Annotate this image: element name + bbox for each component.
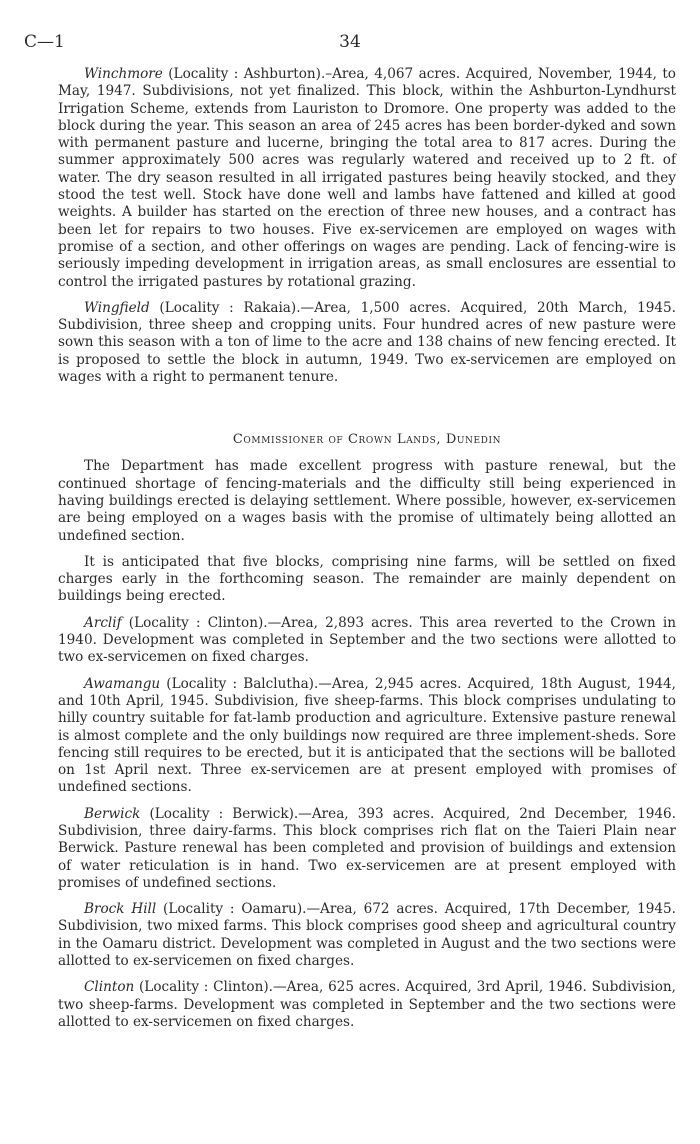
block-entry-berwick — [58, 806, 676, 892]
block-name: Arclif — [84, 614, 122, 631]
block-entry-winchmore — [58, 66, 676, 291]
block-name: Brock Hill — [84, 901, 157, 918]
page-number: 34 — [339, 32, 361, 52]
block-description: (Locality : Ashburton).–Area, 4,067 acres. Acquired, November, 1944, to May, 1947. Subdivisions, not yet finalized. This block, within the Ashburton-Lyndhurst Irrigation Scheme, extends from Lauriston to Dromore. One property was added to the block during the year. This season an area of 245 acres has been border-dyked and sown with permanent pasture and lucerne, bringing the total area to 817 acres. During the summer approximately 500 acres was regularly watered and received up to 2 ft. of water. The dry season resulted in all irrigated pastures being heavily stocked, and they stood the test well. Stock have done well and lambs have fattened and killed at good weights. A builder has started on the erection of three new houses, and a contract has been let for repairs to two houses. Five ex-servicemen are employed on wages with promise of a section, and other offerings on wages are pending. Lack of fencing-wire is seriously impeding development in irrigation areas, as small enclosures are essential to control the irrigated pastures by rotational grazing. — [58, 66, 676, 290]
section-heading: Commissioner of Crown Lands, Dunedin — [232, 432, 502, 448]
block-description: (Locality : Rakaia).—Area, 1,500 acres. Acquired, 20th March, 1945. Subdivision, three sheep and cropping units. Four hundred acres of new pasture were sown this season with a ton of lime to the acre and 138 chains of new fencing erected. It is proposed to settle the block in autumn, 1949. Two ex-servicemen are employed on wages with a right to permanent tenure. — [58, 299, 676, 386]
block-entry-awamangu — [58, 676, 676, 797]
block-name: Clinton — [84, 979, 135, 996]
report-body — [58, 66, 676, 1040]
block-description: (Locality : Balclutha).—Area, 2,945 acres. Acquired, 18th August, 1944, and 10th April, 1945. Subdivision, five sheep-farms. This block comprises undulating to hilly country suitable for fat-lamb production and agriculture. Extensive pasture renewal is almost complete and the only buildings now required are three implement-sheds. Sore fencing still requires to be erected, but it is anticipated that the sections will be balloted on 1st April next. Three ex-servicemen are at present employed with promises of undefined sections. — [58, 675, 676, 796]
block-entry-arclif — [58, 615, 676, 667]
block-description: (Locality : Clinton).—Area, 625 acres. Acquired, 3rd April, 1946. Subdivision, two sheep-farms. Development was completed in September and the two sections were allotted to ex-servicemen on fixed charges. — [58, 979, 676, 1030]
block-description: (Locality : Oamaru).—Area, 672 acres. Acquired, 17th December, 1945. Subdivision, two mixed farms. This block comprises good sheep and agricultural country in the Oamaru district. Development was completed in August and the two sections were allotted to ex-servicemen on fixed charges. — [58, 901, 676, 970]
block-name: Wingfield — [84, 299, 150, 316]
block-name: Berwick — [84, 805, 141, 822]
block-entry-wingfield — [58, 300, 676, 386]
block-description: (Locality : Berwick).—Area, 393 acres. Acquired, 2nd December, 1946. Subdivision, three dairy-farms. This block comprises rich flat on the Taieri Plain near Berwick. Pasture renewal has been completed and provision of buildings and extension of water reticulation is in hand. Two ex-servicemen are at present employed with promises of undefined sections. — [58, 805, 676, 891]
block-entry-brock-hill — [58, 901, 676, 970]
intro-paragraph: The Department has made excellent progress with pasture renewal, but the continued shortage of fencing-materials and the difficulty still being experienced in having buildings erected is delaying settlement. Where possible, however, ex-servicemen are being employed on a wages basis with the promise of ultimately being allotted an undefined section. — [58, 458, 676, 544]
block-name: Winchmore — [84, 66, 163, 82]
block-entry-clinton — [58, 979, 676, 1031]
intro-paragraph: It is anticipated that five blocks, comprising nine farms, will be settled on fixed charges early in the forthcoming season. The remainder are mainly dependent on buildings being erected. — [58, 553, 676, 605]
block-name: Awamangu — [84, 675, 161, 692]
page-header — [24, 32, 676, 56]
document-reference: C—1 — [24, 32, 65, 52]
block-description: (Locality : Clinton).—Area, 2,893 acres. This area reverted to the Crown in 1940. Development was completed in September and the two sections were allotted to two ex-servicemen on fixed charges. — [58, 614, 676, 666]
